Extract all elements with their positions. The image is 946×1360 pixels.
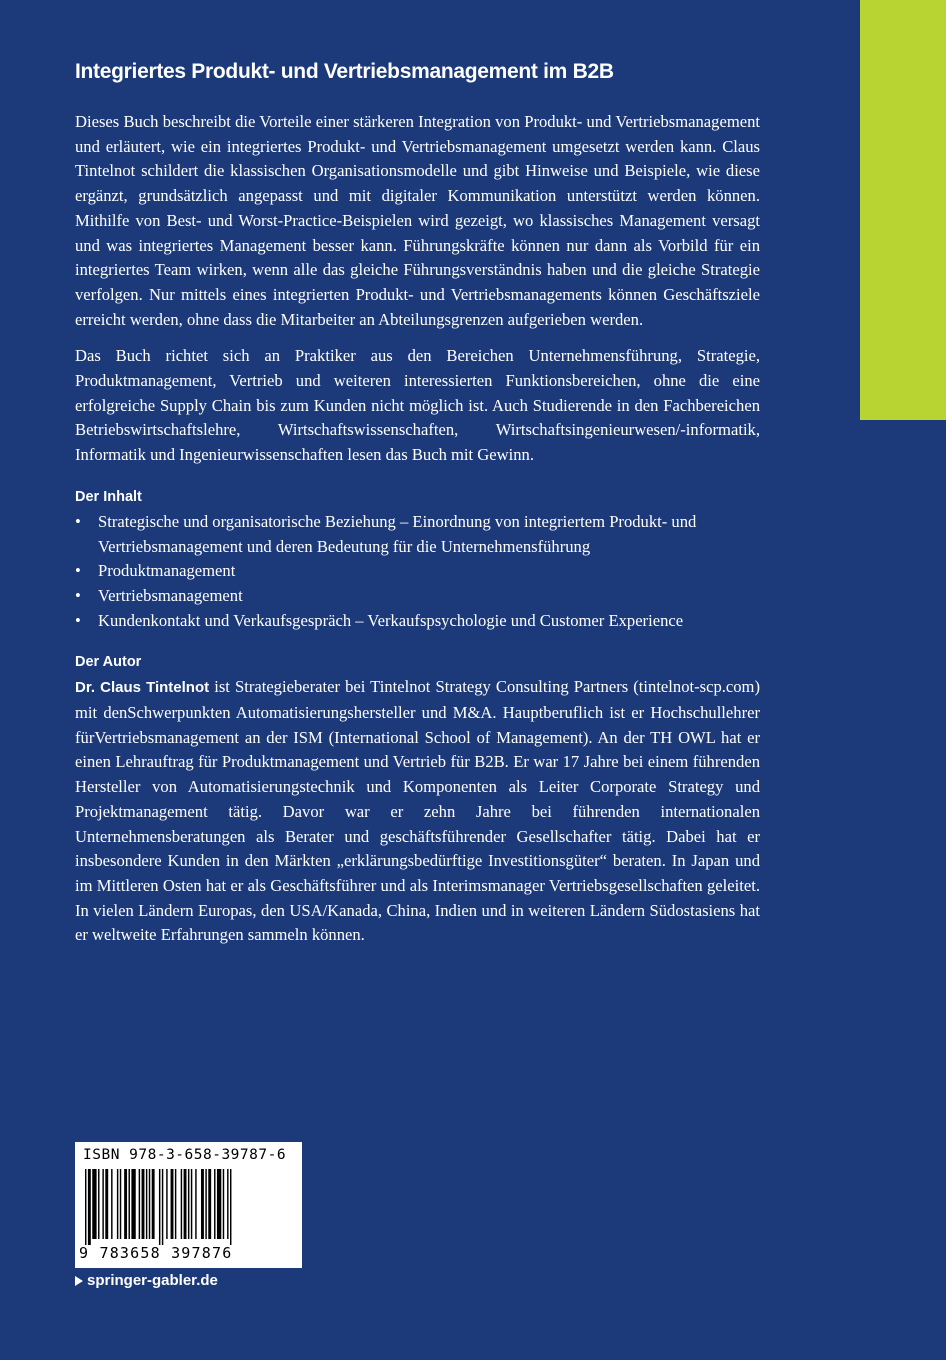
barcode-bar — [120, 1169, 121, 1239]
barcode-bar — [149, 1169, 150, 1239]
accent-color-bar — [860, 0, 946, 420]
barcode-bar — [92, 1169, 96, 1239]
barcode-bar — [195, 1169, 196, 1239]
barcode-bar — [188, 1169, 189, 1239]
barcode-bar — [162, 1169, 163, 1245]
barcode-bar — [223, 1169, 224, 1239]
book-title: Integriertes Produkt- und Vertriebsmanagement im B2B — [75, 60, 614, 83]
barcode-bar — [142, 1169, 145, 1239]
publisher-link[interactable] — [75, 1272, 218, 1289]
barcode-bar — [214, 1169, 215, 1239]
publisher-link-text: springer-gabler.de — [87, 1272, 218, 1289]
list-item: • Kundenkontakt und Verkaufsgespräch – Verkaufspsychologie und Customer Experience — [75, 609, 715, 634]
arrow-right-icon — [75, 1276, 83, 1286]
description-paragraph-1: Dieses Buch beschreibt die Vorteile einer stärkeren Integration von Produkt- und Vertriebsmanagement und erläutert, wie ein integriertes Produkt- und Vertriebsmanagement umgesetzt werden kann. Claus Tintelnot schildert die klassischen Organisationsmodelle und gibt Hinweise und Beispiele, wie diese ergänzt, grundsätzlich angepasst und mit digitaler Kommunikation unterstützt werden können. Mithilfe von Best- und Worst-Practice-Beispielen wird gezeigt, wo klassisches Management versagt und was integriertes Management besser kann. Führungskräfte können nur dann als Vorbild für ein integriertes Team wirken, wenn alle das gleiche Führungsverständnis haben und die gleiche Strategie verfolgen. Nur mittels eines integrierten Produkt- und Vertriebsmanagements können Geschäftsziele erreicht werden, ohne dass die Mitarbeiter an Abteilungsgrenzen aufgerieben werden. — [75, 112, 760, 329]
barcode-bar — [139, 1169, 140, 1239]
barcode-bar — [171, 1169, 174, 1239]
list-item: • Strategische und organisatorische Beziehung – Einordnung von integriertem Produkt- und Vertriebsmanagement und deren Bedeutung für die Unternehmensführung — [75, 510, 715, 559]
barcode-bar — [201, 1169, 204, 1239]
barcode-bar — [205, 1169, 206, 1239]
barcode-bar — [208, 1169, 211, 1239]
back-cover-text — [75, 58, 760, 960]
contents-list — [75, 510, 715, 634]
barcode-bar — [227, 1169, 228, 1239]
author-bio-text: ist Strategieberater bei Tintelnot Strategy Consulting Partners (tintelnot-scp.com) mit denSchwerpunkten Automatisierungshersteller und M&A. Hauptberuflich ist er Hochschullehrer fürVertriebsmanagement an der ISM (International School of Management). An der TH OWL hat er einen Lehrauftrag für Produktmanagement und Vertrieb für B2B. Er war 17 Jahre bei einem führenden Hersteller von Automatisierungstechnik und Komponenten als Leiter Corporate Strategy und Projektmanagement tätig. Davor war er zehn Jahre bei führenden internationalen Unternehmensberatungen als Berater und geschäftsführender Gesellschafter tätig. Dabei hat er insbesondere Kunden in den Märkten „erklärungsbedürftige Investitionsgüter“ beraten. In Japan und im Mittleren Osten hat er als Geschäftsführer und als Interimsmanager Vertriebsgesellschaften geleitet. In vielen Ländern Europas, den USA/Kanada, China, Indien und in weiteren Ländern Südostasiens hat er weltweite Erfahrungen sammeln können. — [75, 677, 760, 945]
isbn-label: ISBN 978-3-658-39787-6 — [83, 1147, 287, 1163]
barcode-bar — [124, 1169, 127, 1239]
author-heading: Der Autor — [75, 654, 142, 671]
barcode-bar — [159, 1169, 160, 1245]
author-bio — [75, 675, 760, 948]
barcode-bar — [117, 1169, 118, 1239]
list-item: • Vertriebsmanagement — [75, 584, 715, 609]
barcode-bar — [230, 1169, 231, 1245]
barcode-bars — [85, 1169, 293, 1245]
barcode-bar — [191, 1169, 192, 1239]
barcode-bar — [88, 1169, 91, 1245]
barcode-bar — [102, 1169, 103, 1239]
barcode-bar — [98, 1169, 99, 1239]
barcode-bar — [184, 1169, 187, 1239]
description-paragraph-2: Das Buch richtet sich an Praktiker aus den Bereichen Unternehmensführung, Strategie, Produktmanagement, Vertrieb und weiteren interessierten Funktionsbereichen, ohne die eine erfolgreiche Supply Chain bis zum Kunden nicht möglich ist. Auch Studierende in den Fachbereichen Betriebswirtschaftslehre, Wirtschaftswissenschaften, Wirtschaftsingenieurwesen/-informatik, Informatik und Ingenieurwissenschaften lesen das Buch mit Gewinn. — [75, 346, 760, 465]
barcode-bar — [105, 1169, 108, 1239]
barcode-bar — [166, 1169, 167, 1239]
barcode-bar — [85, 1169, 86, 1245]
barcode-digits: 9 783658 397876 — [79, 1244, 233, 1262]
barcode-bar — [152, 1169, 155, 1239]
author-name: Dr. Claus Tintelnot — [75, 679, 210, 697]
barcode-bar — [131, 1169, 135, 1239]
isbn-barcode — [75, 1142, 302, 1268]
barcode-bar — [146, 1169, 147, 1239]
list-item: • Produktmanagement — [75, 559, 715, 584]
barcode-bar — [181, 1169, 182, 1239]
barcode-bar — [217, 1169, 221, 1239]
barcode-bar — [129, 1169, 130, 1239]
contents-heading: Der Inhalt — [75, 488, 142, 505]
barcode-bar — [111, 1169, 112, 1239]
barcode-bar — [175, 1169, 176, 1239]
